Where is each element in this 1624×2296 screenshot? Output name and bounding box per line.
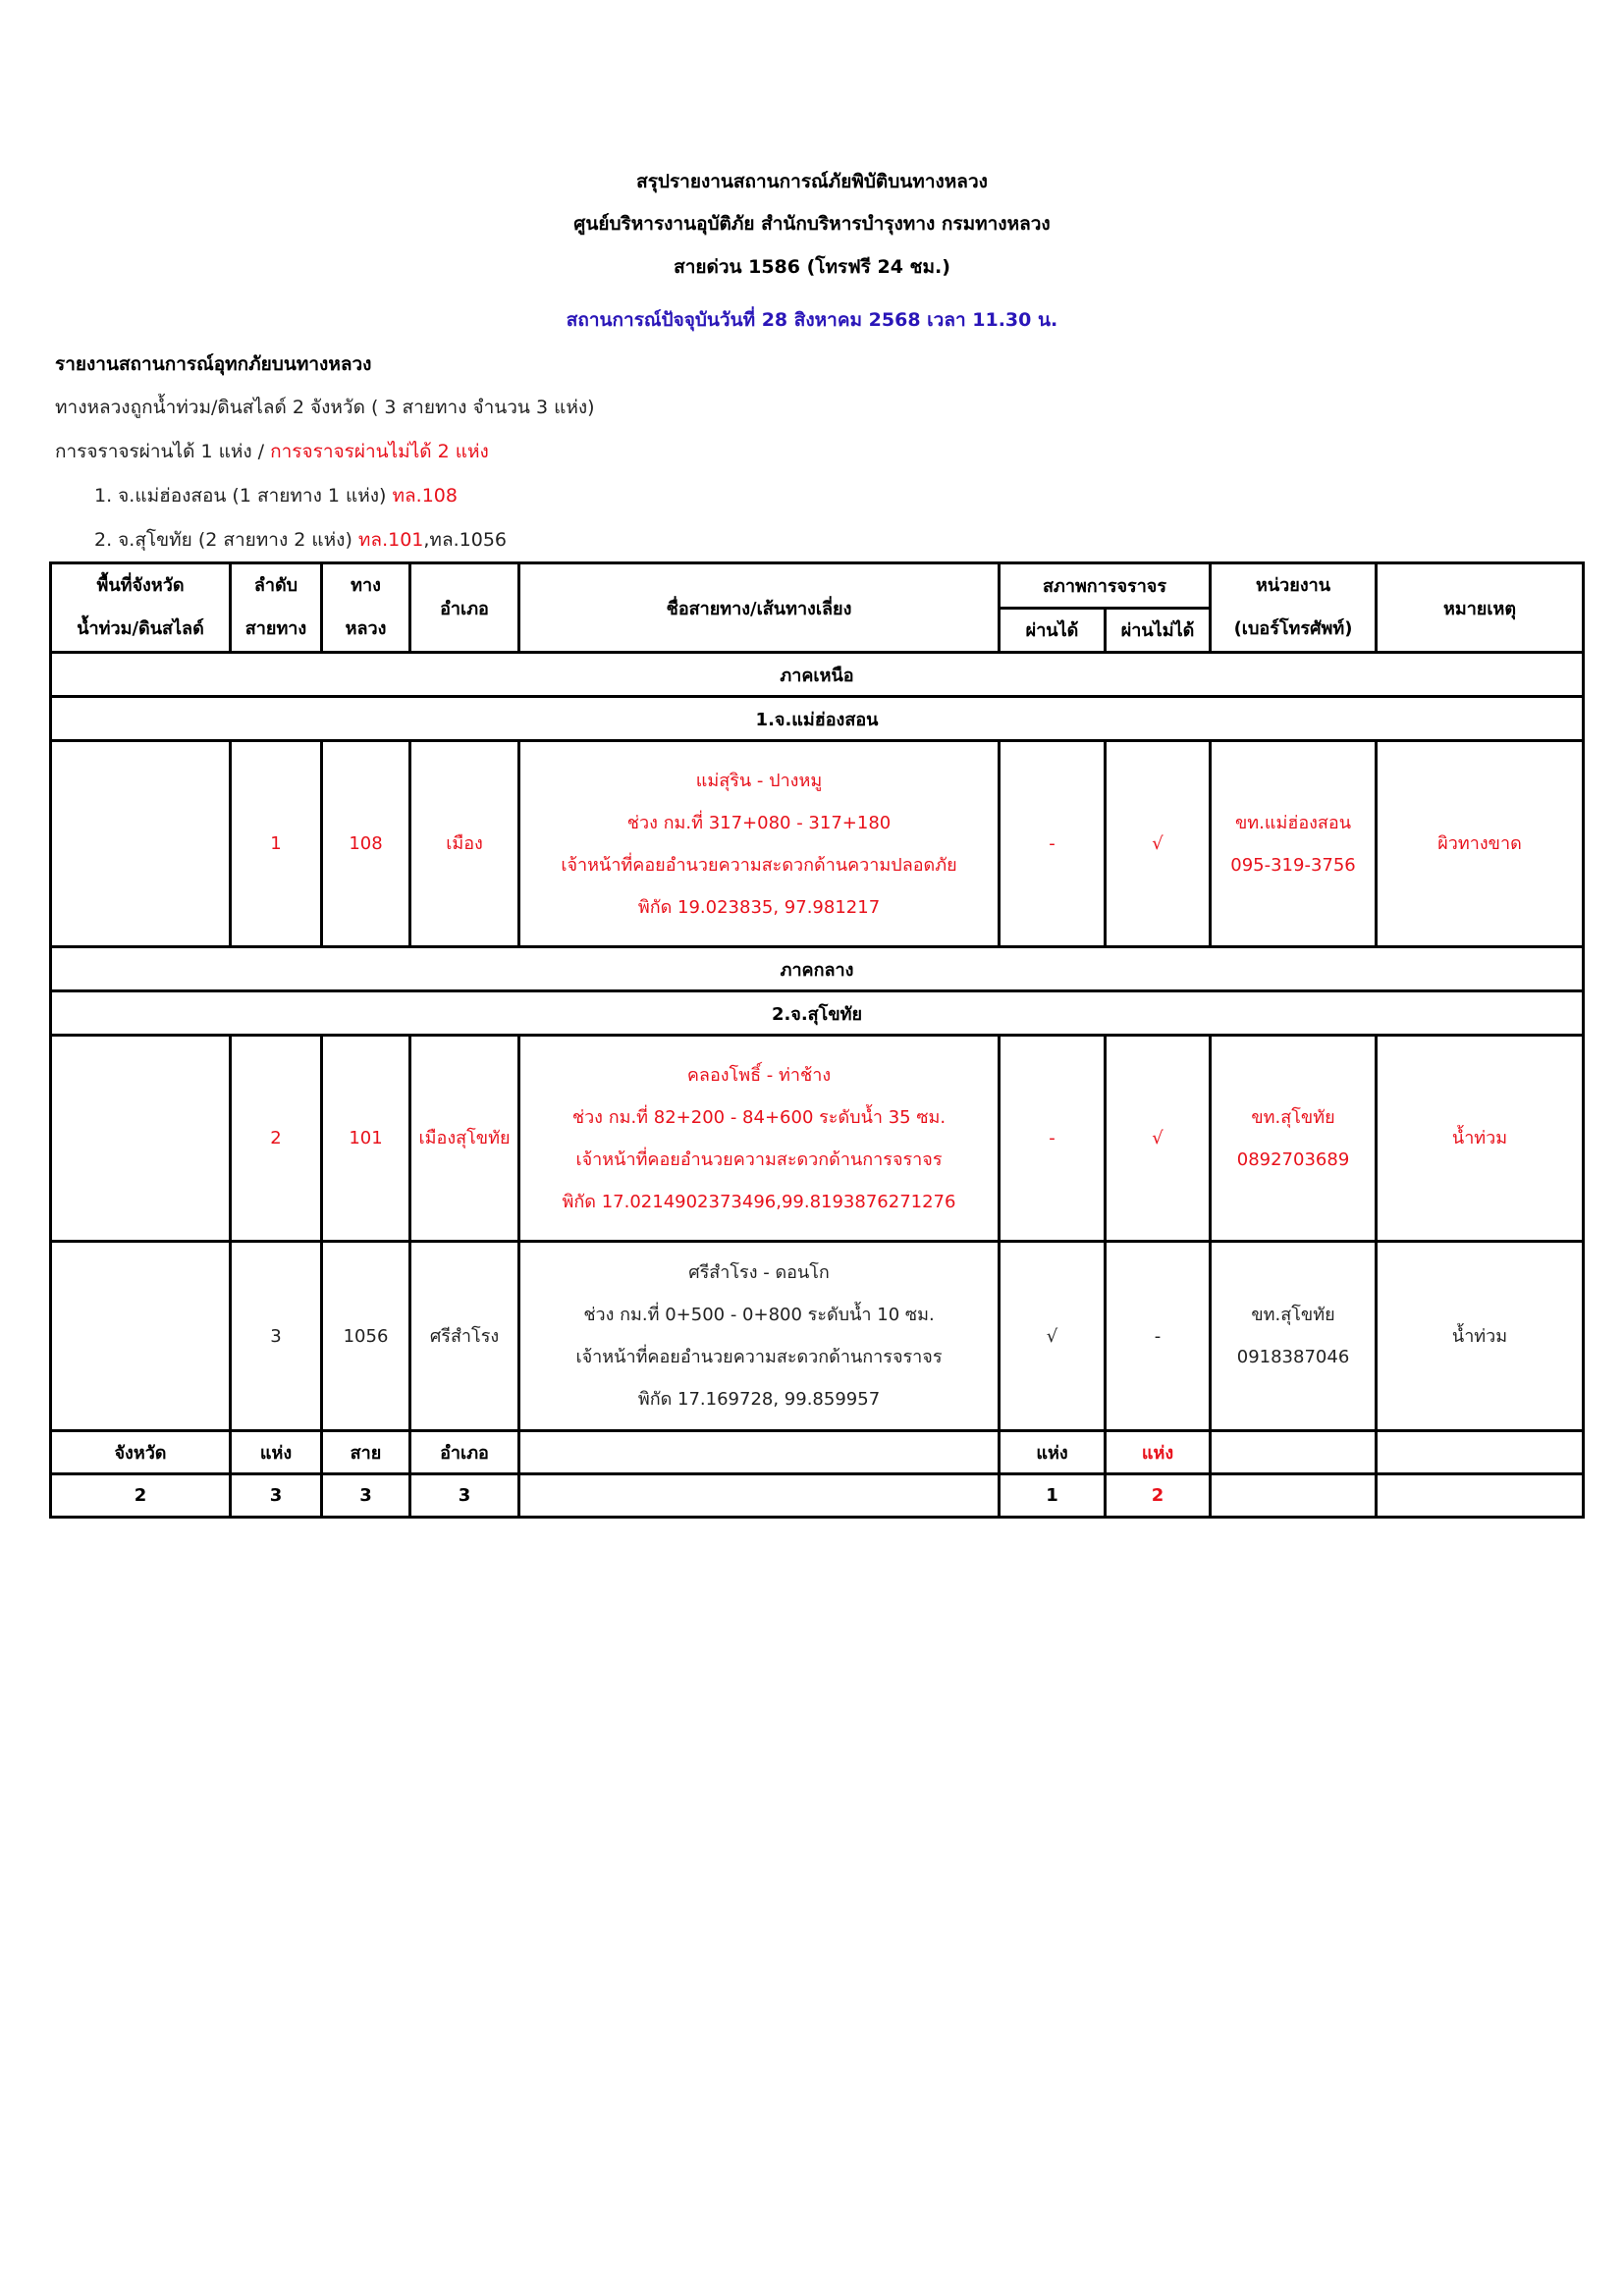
summary-passable: การจราจรผ่านได้ 1 แห่ง / (55, 441, 271, 462)
total-label-district: อำเภอ (410, 1431, 519, 1474)
route-line: เจ้าหน้าที่คอยอำนวยความสะดวกด้านการจราจร (575, 1347, 943, 1367)
route-line: พิกัด 17.0214902373496,99.8193876271276 (562, 1191, 956, 1212)
remark-cell: น้ำท่วม (1377, 1242, 1584, 1431)
province-row (51, 991, 1584, 1036)
highway-cell: 108 (322, 741, 410, 947)
total-empty (1377, 1431, 1584, 1474)
route-line: ช่วง กม.ที่ 0+500 - 0+800 ระดับน้ำ 10 ซม. (583, 1305, 935, 1325)
route-line: พิกัด 19.023835, 97.981217 (637, 896, 881, 918)
summary-traffic (55, 437, 489, 466)
total-label-nopass: แห่ง (1106, 1431, 1211, 1474)
region-label: ภาคเหนือ (51, 653, 1584, 697)
route-line: ช่วง กม.ที่ 82+200 - 84+600 ระดับน้ำ 35 ซม. (571, 1106, 947, 1128)
nopass-cell: √ (1106, 1036, 1211, 1242)
header-district: อำเภอ (410, 563, 519, 653)
region-label: ภาคกลาง (51, 947, 1584, 991)
province-text: 2. จ.สุโขทัย (2 สายทาง 2 แห่ง) (94, 529, 358, 551)
province-label: 1.จ.แม่ฮ่องสอน (51, 697, 1584, 741)
header-route: ชื่อสายทาง/เส้นทางเลี่ยง (519, 563, 1000, 653)
region-row (51, 947, 1584, 991)
unit-cell (1211, 741, 1377, 947)
hotline: สายด่วน 1586 (โทรฟรี 24 ชม.) (674, 256, 950, 278)
unit-name: ขท.สุโขทัย (1251, 1305, 1335, 1325)
region-row (51, 653, 1584, 697)
province-row (51, 697, 1584, 741)
total-empty (1211, 1474, 1377, 1518)
summary-province-1 (94, 481, 458, 510)
total-empty (1377, 1474, 1584, 1518)
district-cell: เมือง (410, 741, 519, 947)
highway-cell: 1056 (322, 1242, 410, 1431)
province-text: 1. จ.แม่ฮ่องสอน (1 สายทาง 1 แห่ง) (94, 485, 393, 507)
highway-cell: 101 (322, 1036, 410, 1242)
unit-name: ขท.สุโขทัย (1251, 1106, 1335, 1128)
remark-cell: ผิวทางขาด (1377, 741, 1584, 947)
header-nopass: ผ่านไม่ได้ (1106, 608, 1211, 653)
route-line: พิกัด 17.169728, 99.859957 (637, 1389, 881, 1410)
seq-cell: 1 (231, 741, 322, 947)
table-row (51, 1242, 1584, 1431)
seq-cell: 3 (231, 1242, 322, 1431)
route-line: แม่สุริน - ปางหมู (695, 770, 823, 791)
route-line: เจ้าหน้าที่คอยอำนวยความสะดวกด้านความปลอดภัย (561, 854, 957, 876)
route-cell (519, 741, 1000, 947)
unit-phone: 0892703689 (1236, 1148, 1350, 1170)
nopass-cell: - (1106, 1242, 1211, 1431)
pass-cell: √ (1000, 1242, 1106, 1431)
totals-label-row (51, 1431, 1584, 1474)
header-remark: หมายเหตุ (1377, 563, 1584, 653)
nopass-cell: √ (1106, 741, 1211, 947)
province-highway-black: ,ทล.1056 (423, 529, 507, 551)
area-cell (51, 741, 231, 947)
unit-phone: 0918387046 (1236, 1347, 1350, 1367)
district-cell: เมืองสุโขทัย (410, 1036, 519, 1242)
summary-impassable: การจราจรผ่านไม่ได้ 2 แห่ง (270, 441, 489, 462)
province-highway-red: ทล.108 (392, 485, 458, 507)
district-cell: ศรีสำโรง (410, 1242, 519, 1431)
summary-heading: รายงานสถานการณ์อุทกภัยบนทางหลวง (55, 353, 372, 375)
header-traffic: สภาพการจราจร (1000, 563, 1211, 609)
area-cell (51, 1036, 231, 1242)
total-province: 2 (51, 1474, 231, 1518)
header-seq: ลำดับ สายทาง (231, 563, 322, 653)
route-cell (519, 1036, 1000, 1242)
disaster-report-table (49, 561, 1585, 1519)
total-nopass: 2 (1106, 1474, 1211, 1518)
unit-cell (1211, 1036, 1377, 1242)
route-line: คลองโพธิ์ - ท่าช้าง (686, 1064, 832, 1086)
total-pass: 1 (1000, 1474, 1106, 1518)
situation-timestamp: สถานการณ์ปัจจุบันวันที่ 28 สิงหาคม 2568 เวลา 11.30 น. (566, 309, 1058, 331)
pass-cell: - (1000, 1036, 1106, 1242)
table-row (51, 1036, 1584, 1242)
province-highway-red: ทล.101 (357, 529, 424, 551)
header-pass: ผ่านได้ (1000, 608, 1106, 653)
table-row (51, 741, 1584, 947)
pass-cell: - (1000, 741, 1106, 947)
total-routes: 3 (322, 1474, 410, 1518)
route-cell (519, 1242, 1000, 1431)
unit-cell (1211, 1242, 1377, 1431)
total-label-pass: แห่ง (1000, 1431, 1106, 1474)
unit-phone: 095-319-3756 (1230, 854, 1356, 876)
total-empty (519, 1474, 1000, 1518)
route-line: ศรีสำโรง - ดอนโก (688, 1262, 830, 1283)
route-line: เจ้าหน้าที่คอยอำนวยความสะดวกด้านการจราจร (575, 1148, 943, 1170)
total-empty (519, 1431, 1000, 1474)
summary-province-2 (94, 525, 507, 555)
total-label-province: จังหวัด (51, 1431, 231, 1474)
remark-cell: น้ำท่วม (1377, 1036, 1584, 1242)
seq-cell: 2 (231, 1036, 322, 1242)
total-sites: 3 (231, 1474, 322, 1518)
totals-value-row (51, 1474, 1584, 1518)
table-header-row-1 (51, 563, 1584, 609)
summary-affected: ทางหลวงถูกน้ำท่วม/ดินสไลด์ 2 จังหวัด ( 3 สายทาง จำนวน 3 แห่ง) (55, 397, 595, 418)
header-area: พื้นที่จังหวัด น้ำท่วม/ดินสไลด์ (51, 563, 231, 653)
total-district: 3 (410, 1474, 519, 1518)
unit-name: ขท.แม่ฮ่องสอน (1234, 812, 1352, 833)
report-title: สรุปรายงานสถานการณ์ภัยพิบัติบนทางหลวง (636, 171, 988, 192)
header-unit: หน่วยงาน (เบอร์โทรศัพท์) (1211, 563, 1377, 653)
province-label: 2.จ.สุโขทัย (51, 991, 1584, 1036)
total-label-sites: แห่ง (231, 1431, 322, 1474)
header-highway: ทาง หลวง (322, 563, 410, 653)
area-cell (51, 1242, 231, 1431)
organization-name: ศูนย์บริหารงานอุบัติภัย สำนักบริหารบำรุงทาง กรมทางหลวง (573, 213, 1051, 235)
total-empty (1211, 1431, 1377, 1474)
total-label-routes: สาย (322, 1431, 410, 1474)
route-line: ช่วง กม.ที่ 317+080 - 317+180 (626, 812, 892, 833)
